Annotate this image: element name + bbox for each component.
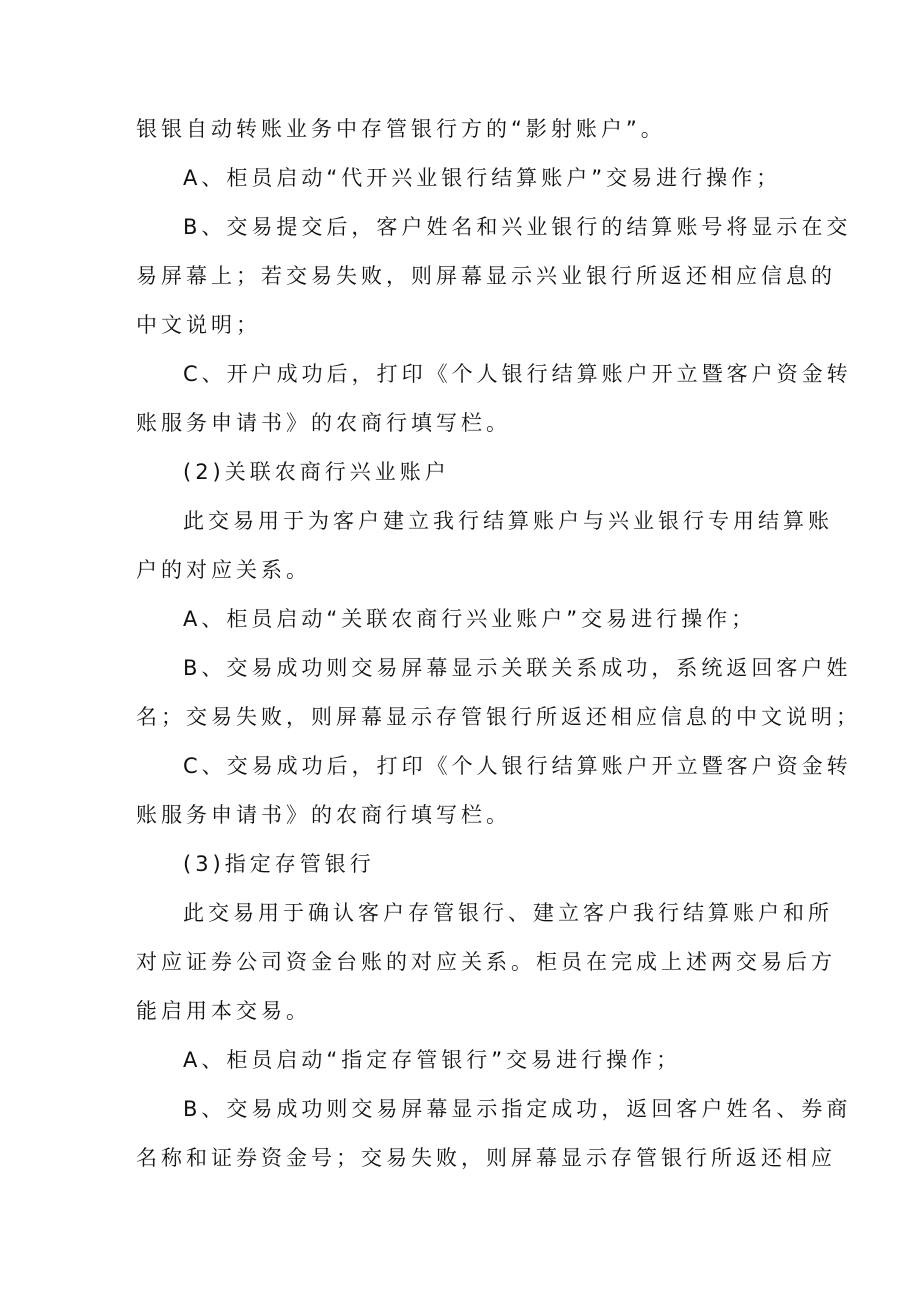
body-text-line: A、柜员启动“关联农商行兴业账户”交易进行操作； <box>183 607 757 631</box>
body-text-line: A、柜员启动“指定存管银行”交易进行操作； <box>183 1048 682 1072</box>
body-text-line: 中文说明； <box>136 313 261 337</box>
body-text-line: 户的对应关系。 <box>136 558 311 582</box>
body-text-line: C、开户成功后，打印《个人银行结算账户开立暨客户资金转 <box>183 362 852 386</box>
body-text-line: 此交易用于确认客户存管银行、建立客户我行结算账户和所 <box>183 901 833 925</box>
section-heading: (3)指定存管银行 <box>183 852 375 876</box>
body-text-line: 账服务申请书》的农商行填写栏。 <box>136 803 511 827</box>
body-text-line: 名；交易失败，则屏幕显示存管银行所返还相应信息的中文说明； <box>136 705 861 729</box>
body-text-line: 对应证券公司资金台账的对应关系。柜员在完成上述两交易后方 <box>136 950 836 974</box>
body-text-line: B、交易成功则交易屏幕显示关联关系成功，系统返回客户姓 <box>183 656 852 680</box>
body-text-line: 能启用本交易。 <box>136 999 311 1023</box>
body-text-line: 账服务申请书》的农商行填写栏。 <box>136 411 511 435</box>
body-text-line: 易屏幕上；若交易失败，则屏幕显示兴业银行所返还相应信息的 <box>136 264 836 288</box>
body-text-line: 此交易用于为客户建立我行结算账户与兴业银行专用结算账 <box>183 509 833 533</box>
body-text-line: C、交易成功后，打印《个人银行结算账户开立暨客户资金转 <box>183 754 852 778</box>
body-text-line: 银银自动转账业务中存管银行方的“影射账户”。 <box>136 117 666 141</box>
body-text-line: B、交易成功则交易屏幕显示指定成功，返回客户姓名、券商 <box>183 1097 852 1121</box>
body-text-line: A、柜员启动“代开兴业银行结算账户”交易进行操作； <box>183 166 782 190</box>
body-text-line: B、交易提交后，客户姓名和兴业银行的结算账号将显示在交 <box>183 215 852 239</box>
body-text-line: 名称和证券资金号；交易失败，则屏幕显示存管银行所返还相应 <box>136 1146 836 1170</box>
section-heading: (2)关联农商行兴业账户 <box>183 460 450 484</box>
